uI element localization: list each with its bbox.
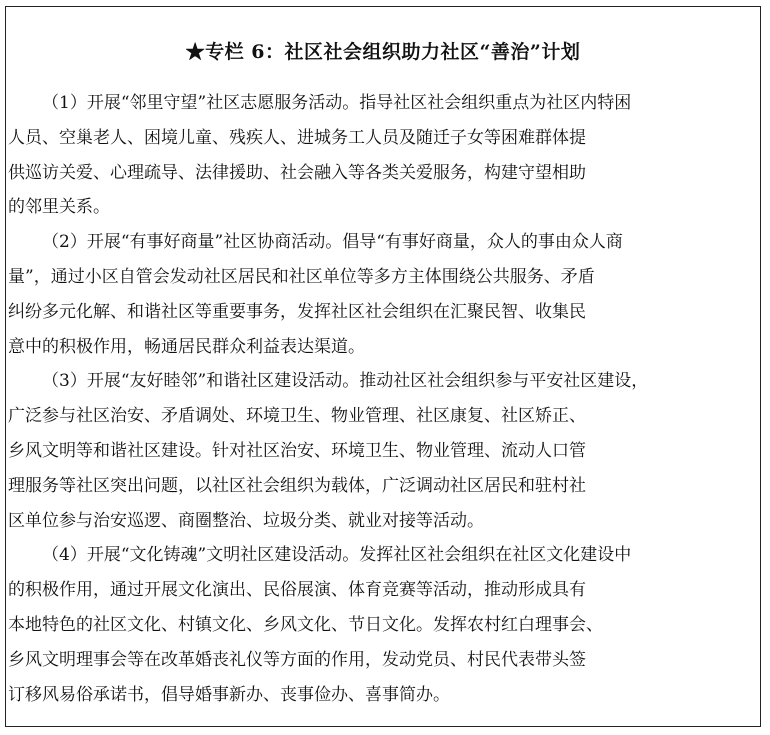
text-line: 乡风文明理事会等在改革婚丧礼仪等方面的作用，发动党员、村民代表带头签 xyxy=(8,649,586,670)
text-line: 纠纷多元化解、和谐社区等重要事务，发挥社区社会组织在汇聚民智、收集民 xyxy=(8,301,586,322)
text-line: 乡风文明等和谐社区建设。针对社区治安、环境卫生、物业管理、流动人口管 xyxy=(8,440,586,461)
paragraph-1 xyxy=(8,86,751,225)
text-line: （2）开展“有事好商量”社区协商活动。倡导“有事好商量，众人的事由众人商 xyxy=(42,232,623,253)
column-title: ★专栏 6：社区社会组织助力社区“善治”计划 xyxy=(185,41,581,63)
paragraph-2 xyxy=(8,225,751,364)
text-line: 供巡访关爱、心理疏导、法律援助、社会融入等各类关爱服务，构建守望相助 xyxy=(8,162,586,183)
text-line: 本地特色的社区文化、村镇文化、乡风文化、节日文化。发挥农村红白理事会、 xyxy=(8,614,603,635)
text-line: （1）开展“邻里守望”社区志愿服务活动。指导社区社会组织重点为社区内特困 xyxy=(42,93,632,113)
text-line: 区单位参与治安巡逻、商圈整治、垃圾分类、就业对接等活动。 xyxy=(8,510,484,531)
text-line: 广泛参与社区治安、矛盾调处、环境卫生、物业管理、社区康复、社区矫正、 xyxy=(8,406,586,427)
paragraph-4 xyxy=(8,538,751,712)
text-line: （4）开展“文化铸魂”文明社区建设活动。发挥社区社会组织在社区文化建设中 xyxy=(42,545,632,566)
text-line: 量”，通过小区自管会发动社区居民和社区单位等多方主体围绕公共服务、矛盾 xyxy=(8,266,595,287)
text-line: 意中的积极作用，畅通居民群众利益表达渠道。 xyxy=(8,336,365,357)
paragraph-3 xyxy=(8,364,751,538)
column-content xyxy=(8,86,751,712)
text-line: 的积极作用，通过开展文化演出、民俗展演、体育竞赛等活动，推动形成具有 xyxy=(8,580,586,601)
text-line: （3）开展“友好睦邻”和谐社区建设活动。推动社区社会组织参与平安社区建设， xyxy=(42,371,649,392)
text-line: 订移风易俗承诺书，倡导婚事新办、丧事俭办、喜事简办。 xyxy=(8,684,450,705)
text-line: 的邻里关系。 xyxy=(8,197,110,218)
text-line: 理服务等社区突出问题，以社区社会组织为载体，广泛调动社区居民和驻村社 xyxy=(8,475,586,496)
text-line: 人员、空巢老人、困境儿童、残疾人、进城务工人员及随迁子女等困难群体提 xyxy=(8,127,586,148)
